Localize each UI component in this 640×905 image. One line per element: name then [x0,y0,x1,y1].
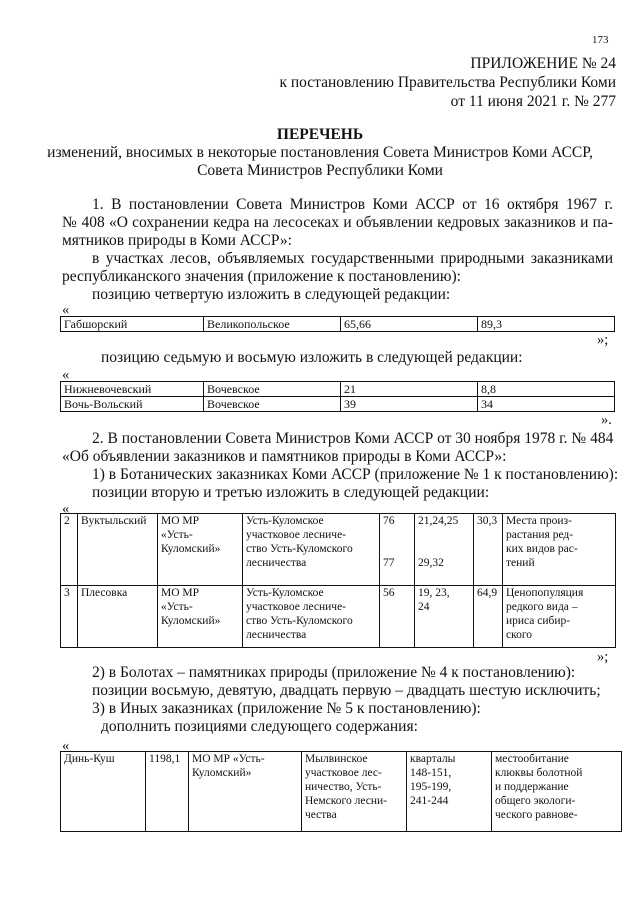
cell-line: 21,24,25 [418,515,459,527]
cell-line: ческого равнове- [495,809,578,821]
table-row [61,752,622,832]
cell-line: кварталы [410,753,456,765]
section1-line2: № 408 «О сохранении кедра на лесосеках и объявлении кедровых заказников и па- [62,214,613,231]
table-cell [380,514,415,586]
section1-line4: в участках лесов, объявляемых государственными природными заказниками [92,250,613,267]
table-cell [415,514,474,586]
table-cell: Вочевское [204,382,341,397]
table-cell: 56 [380,586,415,648]
cell-line: Ценопопуляция [506,587,584,599]
cell-line: тений [506,557,535,569]
section3-line3: 3) в Иных заказниках (приложение № 5 к постановлению): [92,700,481,717]
table-cell: Динь-Куш [61,752,146,832]
table-row [61,317,615,332]
cell-line: Мылвинское [305,753,368,765]
table-cell: Вочевское [204,397,341,412]
cell-line: Куломский» [192,767,252,779]
cell-line: Куломский» [161,615,221,627]
section2-line1: 2. В постановлении Совета Министров Коми АССР от 30 ноября 1978 г. № 484 [92,430,614,447]
cell-line: ство Усть-Куломского [246,615,353,627]
section1-line5: республиканского значения (приложение к постановлению): [62,268,461,285]
table-cell: 21 [341,382,478,397]
table-cell: 2 [61,514,78,586]
cell-line: участковое лесниче- [246,601,347,613]
table-cell: Великопольское [204,317,341,332]
cell-line: ничество, Усть- [305,781,382,793]
cell-line: 77 [383,557,395,569]
open-quote: « [62,738,70,754]
section3-line1: 2) в Болотах – памятниках природы (приложение № 4 к постановлению): [92,664,576,681]
cell-line: «Усть- [161,529,193,541]
cell-line: МО МР [161,587,200,599]
table-cell: Вуктыльский [78,514,158,586]
cell-line: 29,32 [418,557,444,569]
table-cell [189,752,302,832]
table-cell: 65,66 [341,317,478,332]
cell-line: клюквы болотной [495,767,583,779]
table-row [61,382,615,397]
section1-line1: 1. В постановлении Совета Министров Коми АССР от 16 октября 1967 г. [92,196,613,213]
close-quote: ». [601,412,612,428]
cell-line: 148-151, [410,767,452,779]
cell-line: 241-244 [410,795,449,807]
close-quote: »; [597,332,609,348]
table-cell [503,514,616,586]
page-number: 173 [592,34,609,46]
cell-line: «Усть- [161,601,193,613]
cell-line: Немского лесни- [305,795,387,807]
section1-line3: мятников природы в Коми АССР»: [62,232,292,249]
cell-line: чества [305,809,337,821]
cell-line: редкого вида – [506,601,578,613]
cell-line: участковое лесниче- [246,529,347,541]
table-cell [503,586,616,648]
section2-line3: 1) в Ботанических заказниках Коми АССР (приложение № 1 к постановлению): [92,466,619,483]
table-cell: 64,9 [474,586,503,648]
cell-line: ких видов рас- [506,543,578,555]
cell-line: растания ред- [506,529,574,541]
cell-line: 195-199, [410,781,452,793]
cell-line: 76 [383,515,395,527]
cell-line: ство Усть-Куломского [246,543,353,555]
cell-line: и поддержание [495,781,569,793]
section2-line4: позиции вторую и третью изложить в следующей редакции: [92,484,490,501]
cell-line: МО МР [161,515,200,527]
table-cell: 30,3 [474,514,503,586]
table-row [61,514,616,586]
table-cell: 34 [478,397,615,412]
table-cell: 8,8 [478,382,615,397]
table-cell: 89,3 [478,317,615,332]
cell-line: ского [506,629,533,641]
cell-line: участковое лес- [305,767,382,779]
table-cell: Габшорский [61,317,204,332]
table-3 [60,513,616,648]
table-cell [243,586,380,648]
table-cell [492,752,622,832]
table-4 [60,751,622,832]
cell-line: Усть-Куломское [246,587,324,599]
open-quote: « [62,302,70,318]
cell-line: ириса сибир- [506,615,571,627]
table-cell: 39 [341,397,478,412]
table-row [61,397,615,412]
cell-line: Куломский» [161,543,221,555]
cell-line: Усть-Куломское [246,515,324,527]
cell-line: МО МР «Усть- [192,753,265,765]
decree-reference: к постановлению Правительства Республики Коми [279,74,616,91]
decree-date: от 11 июня 2021 г. № 277 [450,93,616,110]
section3-line2: позиции восьмую, девятую, двадцать первую – двадцать шестую исключить; [92,682,601,699]
table-cell [407,752,492,832]
title-subline-2: Совета Министров Республики Коми [197,162,443,179]
cell-line: лесничества [246,557,307,569]
close-quote: »; [597,649,609,665]
table-cell [243,514,380,586]
cell-line: Места произ- [506,515,572,527]
table-cell [158,586,243,648]
table-cell [302,752,407,832]
open-quote: « [62,367,70,383]
cell-line: местообитание [495,753,569,765]
table-cell: 1198,1 [146,752,189,832]
section3-line4: дополнить позициями следующего содержания: [101,718,418,735]
table-cell [415,586,474,648]
section1-line6: позицию четвертую изложить в следующей редакции: [92,286,451,303]
section2-line2: «Об объявлении заказников и памятников природы в Коми АССР»: [62,448,507,465]
table-2 [60,381,615,412]
appendix-label: ПРИЛОЖЕНИЕ № 24 [470,55,616,72]
title-subline-1: изменений, вносимых в некоторые постановления Совета Министров Коми АССР, [47,144,593,161]
document-title: ПЕРЕЧЕНЬ [276,126,364,143]
table-row [61,586,616,648]
cell-line: общего экологи- [495,795,576,807]
cell-line: 24 [418,601,430,613]
table-1 [60,316,615,332]
cell-line: 19, 23, [418,587,450,599]
open-quote: « [62,501,70,517]
cell-line: лесничества [246,629,307,641]
table-cell [158,514,243,586]
table-cell: 3 [61,586,78,648]
table-cell: Плесовка [78,586,158,648]
section1-line7: позицию седьмую и восьмую изложить в следующей редакции: [101,349,523,366]
table-cell: Нижневочевский [61,382,204,397]
table-cell: Вочь-Вольский [61,397,204,412]
